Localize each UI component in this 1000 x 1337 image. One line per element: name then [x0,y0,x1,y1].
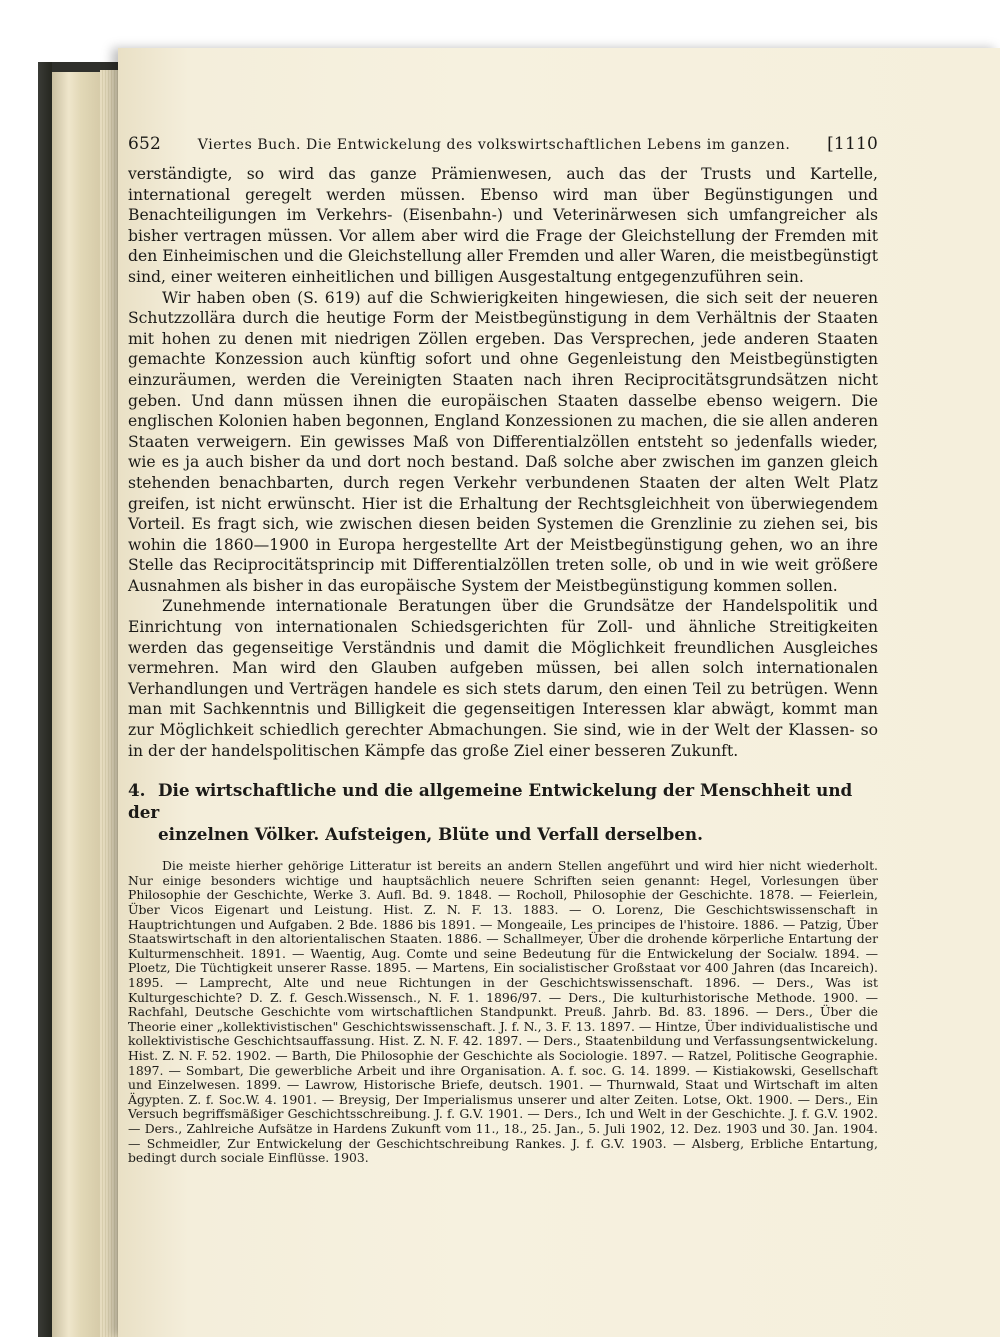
cover-edge [38,62,52,1337]
section-number: 4. [128,780,146,801]
page-text [128,92,878,1166]
paragraph-2: Wir haben oben (S. 619) auf die Schwierigkeiten hingewiesen, die sich seit der neueren Schutzzollära durch die heutige Form der Meistbegünstigung in dem Verhältnis der Staaten mit hohen zu denen mit niedrigen Zöllen ergeben. Das Versprechen, jede anderen Staaten gemachte Konzession auch künftig sofort und ohne Gegenleistung den Meistbegünstigten einzuräumen, werden die Vereinigten Staaten nach ihren Reciprocitätsgrundsätzen nicht geben. Und dann müssen ihnen die europäischen Staaten dasselbe ebenso weigern. Die englischen Kolonien haben begonnen, England Konzessionen zu machen, die sie allen anderen Staaten verweigern. Ein gewisses Maß von Differentialzöllen entsteht so jedenfalls wieder, wie es ja auch bisher da und dort noch bestand. Daß solche aber zwischen im ganzen gleich stehenden benachbarten, durch regen Verkehr verbundenen Staaten der alten Welt Platz greifen, ist nicht erwünscht. Hier ist die Erhaltung der Rechtsgleichheit von überwiegendem Vorteil. Es fragt sich, wie zwischen diesen beiden Systemen die Grenzlinie zu ziehen sei, bis wohin die 1860—1900 in Europa hergestellte Art der Meistbegünstigung gehen, wo an ihre Stelle das Reciprocitätsprincip mit Differentialzöllen treten solle, ob und in wie weit größere Ausnahmen als bisher in das europäische System der Meistbegünstigung kommen sollen. [128,288,878,595]
section-title-line1: Die wirtschaftliche und die allgemeine Entwickelung der Menschheit und der [128,780,853,823]
running-title: Viertes Buch. Die Entwickelung des volkswirtschaftlichen Lebens im ganzen. [197,137,791,153]
section-mark: [1110 [827,134,878,154]
section-heading [128,779,878,845]
section-title-line2: einzelnen Völker. Aufsteigen, Blüte und Verfall derselben. [158,824,703,845]
literature-notes: Die meiste hierher gehörige Litteratur ist bereits an andern Stellen angeführt und wird hier nicht wiederholt. Nur einige besonders wichtige und hauptsächlich neuere Schriften seien genannt: Hegel, Vorlesungen über Philosophie der Geschichte, Werke 3. Aufl. Bd. 9. 1848. — Rocholl, Philosophie der Geschichte. 1878. — Feierlein, Über Vicos Eigenart und Leistung. Hist. Z. N. F. 13. 1883. — O. Lorenz, Die Geschichtswissenschaft in Hauptrichtungen und Aufgaben. 2 Bde. 1886 bis 1891. — Mongeaile, Les principes de l'histoire. 1886. — Patzig, Über Staatswirtschaft in den altorientalischen Staaten. 1886. — Schallmeyer, Über die drohende körperliche Entartung der Kulturmenschheit. 1891. — Waentig, Aug. Comte und seine Bedeutung für die Entwickelung der Socialw. 1894. — Ploetz, Die Tüchtigkeit unserer Rasse. 1895. — Martens, Ein socialistischer Großstaat vor 400 Jahren (das Incareich). 1895. — Lamprecht, Alte und neue Richtungen in der Geschichtswissenschaft. 1896. — Ders., Was ist Kulturgeschichte? D. Z. f. Gesch.Wissensch., N. F. 1. 1896/97. — Ders., Die kulturhistorische Methode. 1900. — Rachfahl, Deutsche Geschichte vom wirtschaftlichen Standpunkt. Preuß. Jahrb. Bd. 83. 1896. — Ders., Über die Theorie einer „kollektivistischen" Geschichtswissenschaft. J. f. N., 3. F. 13. 1897. — Hintze, Über individualistische und kollektivistische Geschichtsauffassung. Hist. Z. N. F. 42. 1897. — Ders., Staatenbildung und Verfassungsentwickelung. Hist. Z. N. F. 52. 1902. — Barth, Die Philosophie der Geschichte als Sociologie. 1897. — Ratzel, Politische Geographie. 1897. — Sombart, Die gewerbliche Arbeit und ihre Organisation. A. f. soc. G. 14. 1899. — Kistiakowski, Gesellschaft und Einzelwesen. 1899. — Lawrow, Historische Briefe, deutsch. 1901. — Thurnwald, Staat und Wirtschaft im alten Ägypten. Z. f. Soc.W. 4. 1901. — Breysig, Der Imperialismus unserer und alter Zeiten. Lotse, Okt. 1900. — Ders., Ein Versuch begriffsmäßiger Geschichtsschreibung. J. f. G.V. 1901. — Ders., Ich und Welt in der Geschichte. J. f. G.V. 1902. — Ders., Zahlreiche Aufsätze in Hardens Zukunft vom 11., 18., 25. Jan., 5. Juli 1902, 12. Dez. 1903 und 30. Jan. 1904. — Schmeidler, Zur Entwickelung der Geschichtschreibung Rankes. J. f. G.V. 1903. — Alsberg, Erbliche Entartung, bedingt durch sociale Einflüsse. 1903. [128,858,878,1166]
running-header [128,134,878,154]
paragraph-1: verständigte, so wird das ganze Prämienwesen, auch das der Trusts und Kartelle, international geregelt werden müssen. Ebenso wird man über Begünstigungen und Benachteiligungen im Verkehrs- (Eisenbahn-) und Veterinärwesen sich umfangreicher als bisher vertragen müssen. Vor allem aber wird die Frage der Gleichstellung der Fremden mit den Einheimischen und die Gleichstellung aller Fremden und aller Waren, die meistbegünstigt sind, einer weiteren einheitlichen und billigen Ausgestaltung entgegenzuführen sein. [128,165,878,286]
page-edges-left [52,72,100,1337]
paragraph-3: Zunehmende internationale Beratungen über die Grundsätze der Handelspolitik und Einrichtung von internationalen Schiedsgerichten für Zoll- und ähnliche Streitigkeiten werden das gegenseitige Verständnis und damit die Möglichkeit freundlichen Ausgleiches vermehren. Man wird den Glauben aufgeben müssen, bei allen solch internationalen Verhandlungen und Verträgen handele es sich stets darum, den einen Teil zu betrügen. Wenn man mit Sachkenntnis und Billigkeit die gegenseitigen Interessen klar abwägt, kommt man zur Möglichkeit schiedlich gerechter Abmachungen. Sie sind, wie in der Welt der Klassen- so in der der handelspolitischen Kämpfe das große Ziel einer besseren Zukunft. [128,597,878,760]
page-number: 652 [128,134,162,154]
